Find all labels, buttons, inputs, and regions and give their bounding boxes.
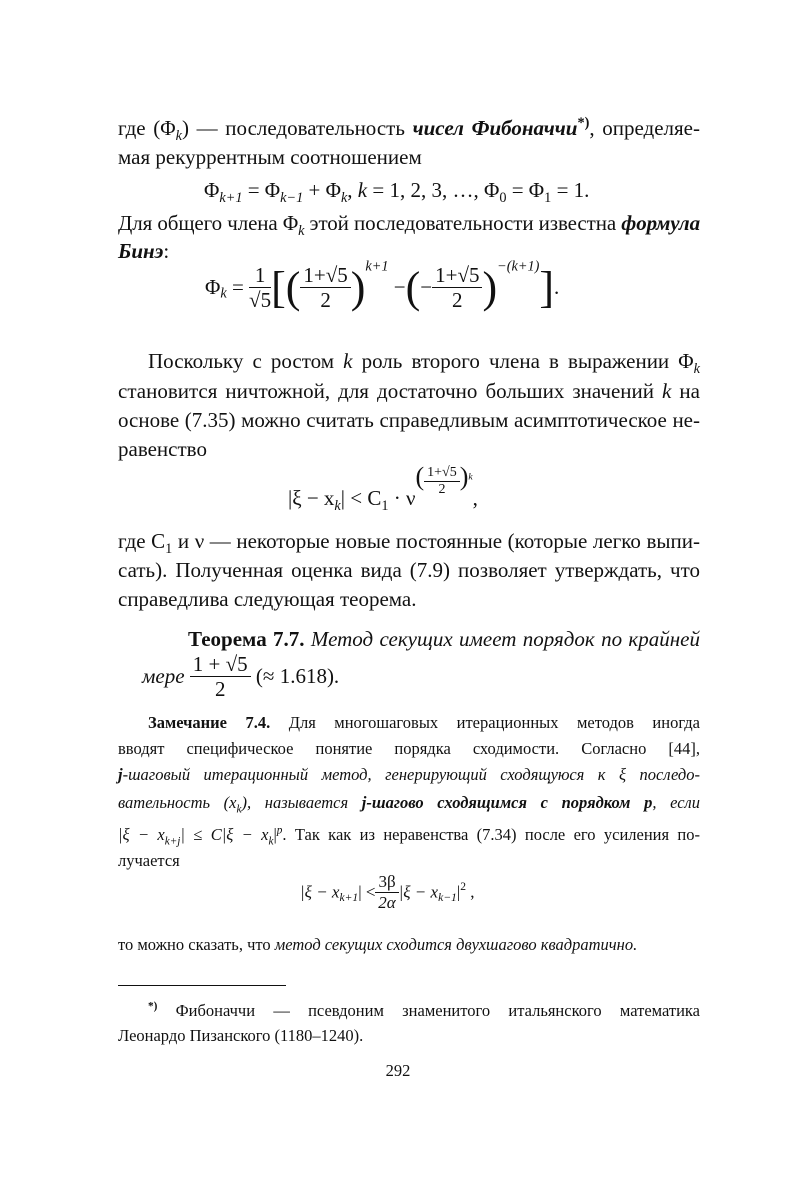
paragraph-line: основе (7.35) можно считать справедливым асимптотическое не-: [118, 408, 700, 432]
paragraph-line: Поскольку с ростом k роль второго члена в выражении $\Phi_k$: [148, 349, 700, 378]
paragraph-line: где $(\Phi_k)$ — последовательность чисел Фибоначчи*), определяе-: [118, 115, 700, 145]
remark-line: вательность $(x_k)$, называется j-шагово сходящимся с порядком p, если: [118, 793, 701, 816]
paragraph-line: Для общего члена $\Phi_k$ этой последовательности известна формула: [118, 211, 700, 240]
remark-line: лучается: [118, 851, 180, 870]
theorem-heading: Теорема 7.7. Метод секущих имеет порядок по крайней: [188, 627, 700, 651]
formula-two-step: $|\xi - x_{k+1}|$ < $\frac{3\beta}{2\alpha}$ $|\xi - x_{k-1}|^2$ ,: [300, 872, 475, 912]
page-number: 292: [385, 1061, 411, 1080]
footnote-line: Леонардо Пизанского (1180–1240).: [118, 1026, 364, 1045]
paragraph-line: где $C_1$ и ν — некоторые новые постоянные (которые легко выпи-: [118, 529, 700, 558]
remark-line: $|\xi - x_{k+j}| \le C|\xi - x_k|^p$. Так как из неравенства (7.34) после его усиления по-: [118, 824, 700, 848]
footnote-marker: *): [577, 115, 590, 131]
remark-line: j-шаговый итерационный метод, генерирующий сходящуюся к ξ последо-: [118, 765, 700, 784]
formula-asymptotic: $|\xi - x_k| < C_1 \cdot \nu$( $\frac{1+√5}{2}$ )$^k$,: [288, 462, 478, 515]
paragraph-line: Бинэ:: [118, 239, 170, 263]
paragraph-line: справедлива следующая теорема.: [118, 587, 417, 611]
remark-line: вводят специфическое понятие порядка сходимости. Согласно [44],: [118, 739, 700, 758]
formula-binet: $\Phi_k$ = $\frac{1}{√5}$ [( $\frac{1+√5}{2}$ )$^{k+1}$ −(− $\frac{1+√5}{2}$ )$^{-(k+1)}$].: [205, 258, 560, 312]
remark-line: то можно сказать, что метод секущих сходится двухшагово квадратично.: [118, 935, 638, 954]
formula-recurrence: $\Phi_{k+1} = \Phi_{k-1} + \Phi_k$, k = 1, 2, 3, …, $\Phi_0 = \Phi_1 = 1$.: [204, 178, 590, 207]
theorem-order: мере $\frac{1 + √5}{2}$ (≈ 1.618).: [142, 652, 340, 701]
paragraph-line: равенство: [118, 437, 207, 461]
paragraph-line: становится ничтожной, для достаточно больших значений k на: [118, 379, 700, 403]
paragraph-line: сать). Полученная оценка вида (7.9) позволяет утверждать, что: [118, 558, 700, 582]
footnote-line: *) Фибоначчи — псевдоним знаменитого итальянского математика: [148, 1000, 700, 1020]
footnote-divider: [118, 985, 286, 986]
paragraph-line: мая рекуррентным соотношением: [118, 145, 422, 169]
remark-line: Замечание 7.4. Для многошаговых итерационных методов иногда: [148, 713, 700, 732]
